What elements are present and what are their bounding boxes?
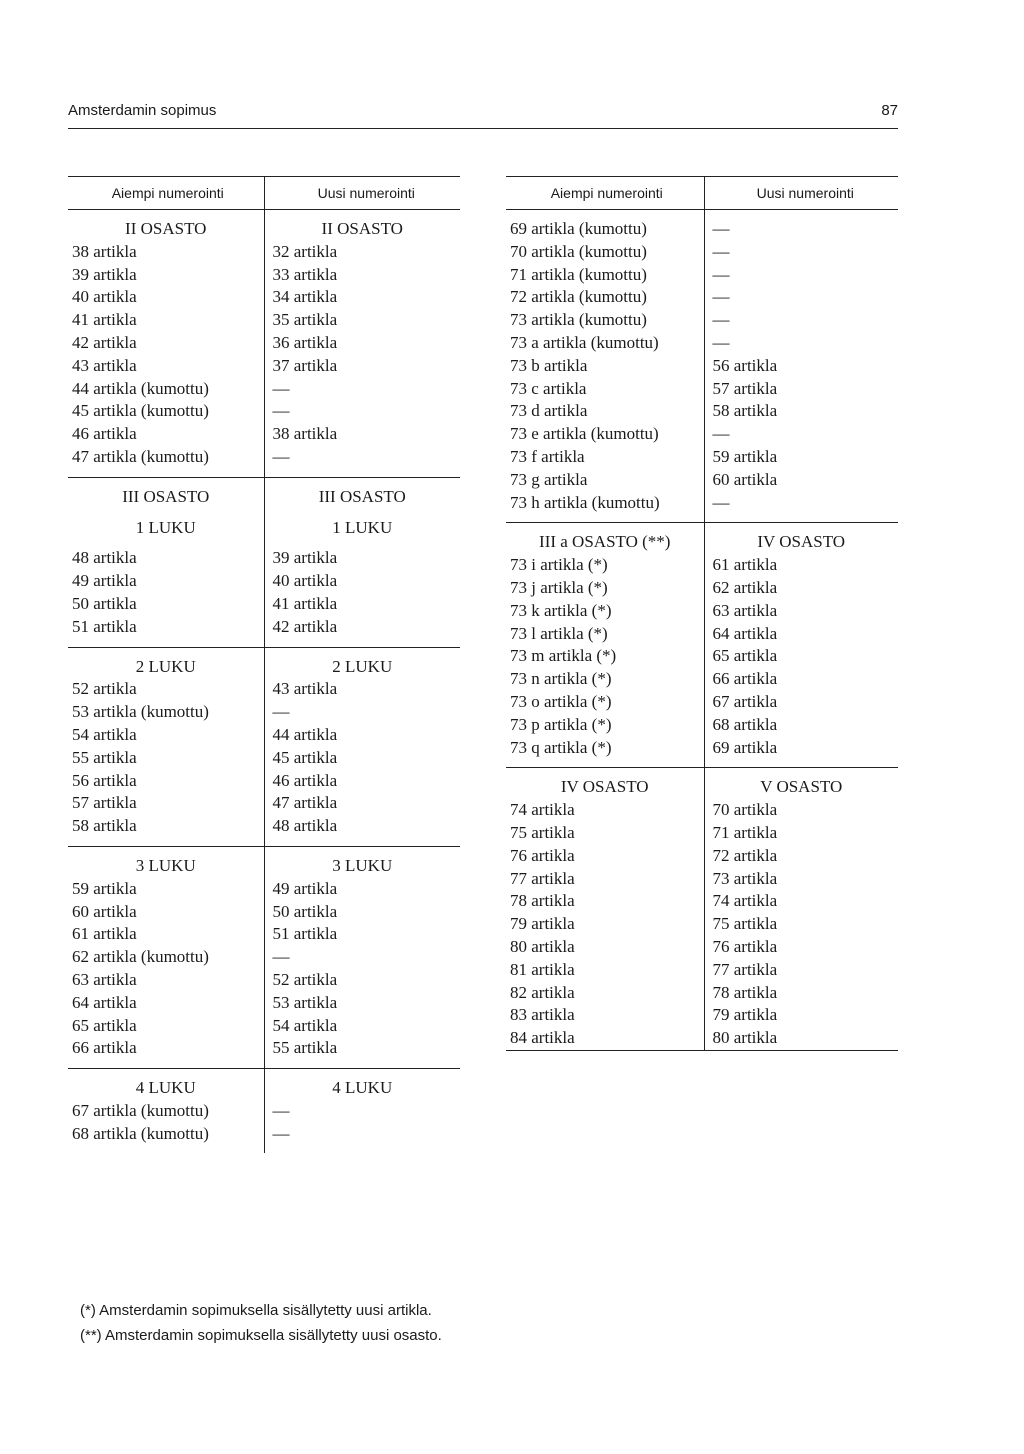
cell-new-number: 62 artikla [704,577,898,600]
table-row [506,913,898,936]
section-heading-row [68,517,460,540]
table-row [68,792,460,815]
footnote: (*) Amsterdamin sopimuksella sisällytetty uusi artikla. [80,1302,432,1319]
cell-old-number: 73 d artikla [510,401,588,421]
table-row [506,714,898,737]
cell-old-number: 77 artikla [510,868,575,888]
section-heading-row [68,1077,460,1100]
cell-old-number: 58 artikla [72,816,137,836]
table-row [68,923,460,946]
table-row [68,678,460,701]
page-header [68,102,898,126]
cell-new-number: 50 artikla [264,901,460,924]
cell-new-number: 59 artikla [704,446,898,469]
table-row [506,554,898,577]
table-row [68,901,460,924]
table-row [506,309,898,332]
cell-old-number: 55 artikla [72,747,137,767]
cell-old-number: 40 artikla [72,287,137,307]
table-row [506,1004,898,1027]
table-row [68,593,460,616]
cell-new-number: 34 artikla [264,286,460,309]
cell-new-number: 42 artikla [264,616,460,639]
cell-old-number: 78 artikla [510,891,575,911]
table-header-row [68,177,460,210]
cell-old-number: 81 artikla [510,959,575,979]
cell-new-number: 71 artikla [704,822,898,845]
table-row [506,822,898,845]
cell-new-number: 57 artikla [704,378,898,401]
column-header-old: Aiempi numerointi [506,177,704,210]
spacer-row [68,838,460,847]
cell-old-number: 66 artikla [72,1038,137,1058]
cell-new-number: — [264,446,460,469]
cell-old-number: 59 artikla [72,878,137,898]
cell-new-number: 74 artikla [704,890,898,913]
column-header-new: Uusi numerointi [704,177,898,210]
cell-new-number: 72 artikla [704,845,898,868]
spacer-row [68,1145,460,1153]
cell-new-number: 51 artikla [264,923,460,946]
section-heading-new: 3 LUKU [264,855,460,878]
cell-old-number: 56 artikla [72,770,137,790]
cell-old-number: 73 n artikla (*) [510,669,612,689]
cell-old-number: 63 artikla [72,969,137,989]
cell-new-number: 65 artikla [704,645,898,668]
table-row [506,286,898,309]
spacer-row [506,210,898,219]
cell-old-number: 76 artikla [510,845,575,865]
section-heading-new: 2 LUKU [264,656,460,679]
cell-old-number: 73 a artikla (kumottu) [510,332,659,352]
cell-old-number: 47 artikla (kumottu) [72,446,209,466]
cell-new-number: 45 artikla [264,747,460,770]
cell-new-number: 77 artikla [704,959,898,982]
table-header-row [506,177,898,210]
cell-old-number: 73 b artikla [510,355,588,375]
table-row [68,446,460,469]
table-row [506,982,898,1005]
cell-old-number: 44 artikla (kumottu) [72,378,209,398]
cell-new-number: 75 artikla [704,913,898,936]
cell-new-number: 38 artikla [264,423,460,446]
cell-old-number: 52 artikla [72,679,137,699]
section-heading-row [68,486,460,509]
cell-old-number: 41 artikla [72,310,137,330]
section-heading-old: III OSASTO [122,486,210,506]
cell-old-number: 84 artikla [506,1027,704,1050]
table-row [68,1100,460,1123]
cell-old-number: 73 j artikla (*) [510,577,608,597]
cell-new-number: — [264,1100,460,1123]
cell-new-number: 36 artikla [264,332,460,355]
cell-old-number: 73 k artikla (*) [510,600,612,620]
section-heading-old: III a OSASTO (**) [539,532,671,552]
section-heading-old: 3 LUKU [135,855,196,875]
cell-new-number: 39 artikla [264,547,460,570]
spacer-row [68,639,460,648]
section-heading-old: IV OSASTO [560,777,649,797]
table-row [506,423,898,446]
cell-old-number: 46 artikla [72,424,137,444]
table-row [506,264,898,287]
cell-new-number: 67 artikla [704,691,898,714]
cell-new-number: — [704,264,898,287]
cell-new-number: 78 artikla [704,982,898,1005]
table-row [68,378,460,401]
section-heading-new: III OSASTO [264,486,460,509]
column-header-old: Aiempi numerointi [68,177,264,210]
cell-old-number: 64 artikla [72,992,137,1012]
section-heading-row [506,531,898,554]
section-heading-row [68,218,460,241]
cell-old-number: 73 q artikla (*) [510,737,612,757]
cell-old-number: 53 artikla (kumottu) [72,702,209,722]
table-row [506,799,898,822]
cell-new-number: 33 artikla [264,264,460,287]
table-row [68,815,460,838]
table-row [506,577,898,600]
cell-old-number: 73 o artikla (*) [510,691,612,711]
cell-new-number: 79 artikla [704,1004,898,1027]
cell-new-number: — [704,492,898,515]
cell-new-number: 54 artikla [264,1015,460,1038]
cell-old-number: 50 artikla [72,593,137,613]
section-divider [68,477,460,486]
table-row [506,492,898,515]
spacer-row [68,539,460,547]
cell-old-number: 42 artikla [72,332,137,352]
cell-new-number: 48 artikla [264,815,460,838]
cell-new-number: 58 artikla [704,400,898,423]
spacer-row [68,1060,460,1069]
table-row [68,309,460,332]
page-number: 87 [881,102,898,119]
cell-old-number: 49 artikla [72,571,137,591]
table-row [68,355,460,378]
cell-new-number: — [264,400,460,423]
cell-new-number: — [704,423,898,446]
table-row [68,770,460,793]
cell-old-number: 69 artikla (kumottu) [510,219,647,238]
cell-new-number: 64 artikla [704,623,898,646]
cell-old-number: 65 artikla [72,1015,137,1035]
cell-old-number: 73 e artikla (kumottu) [510,424,659,444]
table-row [68,992,460,1015]
cell-old-number: 79 artikla [510,914,575,934]
running-title: Amsterdamin sopimus [68,102,217,119]
cell-new-number: — [264,946,460,969]
cell-new-number: 37 artikla [264,355,460,378]
table-row [506,668,898,691]
cell-old-number: 67 artikla (kumottu) [72,1100,209,1120]
cell-new-number: 56 artikla [704,355,898,378]
spacer-row [506,759,898,768]
table-row [68,241,460,264]
cell-old-number: 73 artikla (kumottu) [510,310,647,330]
section-heading-new: IV OSASTO [704,531,898,554]
footnote: (**) Amsterdamin sopimuksella sisällytetty uusi osasto. [80,1327,442,1344]
table-row [506,645,898,668]
cell-new-number: 32 artikla [264,241,460,264]
table-row [506,446,898,469]
cell-new-number: — [704,332,898,355]
cell-new-number: 69 artikla [704,737,898,760]
section-heading-new: II OSASTO [264,218,460,241]
table-row [68,1123,460,1146]
table-row [506,737,898,760]
cell-old-number: 73 m artikla (*) [510,646,617,666]
cell-old-number: 80 artikla [510,936,575,956]
cell-new-number: 68 artikla [704,714,898,737]
spacer-row [68,210,460,219]
table-row [506,355,898,378]
table-row [68,701,460,724]
section-divider [506,523,898,532]
cell-old-number: 45 artikla (kumottu) [72,401,209,421]
cell-old-number: 82 artikla [510,982,575,1002]
cell-new-number: 46 artikla [264,770,460,793]
table-row [68,946,460,969]
table-row [506,332,898,355]
cell-old-number: 57 artikla [72,793,137,813]
table-row [506,845,898,868]
cell-old-number: 54 artikla [72,724,137,744]
cell-old-number: 39 artikla [72,264,137,284]
cell-new-number: 52 artikla [264,969,460,992]
cell-old-number: 70 artikla (kumottu) [510,241,647,261]
cell-old-number: 75 artikla [510,822,575,842]
table-row [506,600,898,623]
cell-new-number: 44 artikla [264,724,460,747]
cell-new-number: 49 artikla [264,878,460,901]
cell-old-number: 73 i artikla (*) [510,555,608,575]
section-heading-row [68,656,460,679]
section-heading-new: 1 LUKU [264,517,460,540]
cell-new-number: — [264,701,460,724]
table-row [506,691,898,714]
table-row [506,469,898,492]
cell-old-number: 68 artikla (kumottu) [72,1123,209,1143]
right-correlation-table [506,176,898,1051]
section-heading-old: 4 LUKU [135,1078,196,1098]
section-heading-old: 2 LUKU [135,656,196,676]
cell-old-number: 72 artikla (kumottu) [510,287,647,307]
cell-new-number: 76 artikla [704,936,898,959]
table-row [68,286,460,309]
table-row [68,1015,460,1038]
table-row [506,241,898,264]
cell-old-number: 61 artikla [72,924,137,944]
cell-new-number: 63 artikla [704,600,898,623]
cell-new-number: 55 artikla [264,1037,460,1060]
table-row [506,959,898,982]
table-row [68,423,460,446]
table-row [506,1027,898,1050]
cell-old-number: 51 artikla [72,616,137,636]
table-row [506,936,898,959]
cell-old-number: 73 l artikla (*) [510,623,608,643]
cell-old-number: 71 artikla (kumottu) [510,264,647,284]
cell-old-number: 43 artikla [72,355,137,375]
table-row [68,547,460,570]
section-heading-new: V OSASTO [704,776,898,799]
cell-new-number: 41 artikla [264,593,460,616]
cell-new-number: 61 artikla [704,554,898,577]
cell-old-number: 60 artikla [72,901,137,921]
section-heading-row [68,855,460,878]
table-row [68,264,460,287]
cell-old-number: 73 f artikla [510,446,585,466]
cell-old-number: 73 g artikla [510,469,588,489]
cell-new-number: 35 artikla [264,309,460,332]
cell-new-number: 60 artikla [704,469,898,492]
cell-old-number: 74 artikla [510,800,575,820]
spacer-row [68,509,460,517]
section-divider [506,768,898,777]
cell-new-number: 70 artikla [704,799,898,822]
table-row [68,400,460,423]
cell-old-number: 62 artikla (kumottu) [72,947,209,967]
cell-new-number: 43 artikla [264,678,460,701]
column-header-new: Uusi numerointi [264,177,460,210]
cell-new-number: — [704,241,898,264]
cell-old-number: 83 artikla [510,1005,575,1025]
table-row [506,890,898,913]
cell-new-number: 66 artikla [704,668,898,691]
table-row [68,1037,460,1060]
section-heading-old: II OSASTO [125,219,207,238]
footnotes [80,1298,442,1348]
table-row [506,378,898,401]
table-row [68,747,460,770]
cell-old-number: 48 artikla [72,548,137,568]
table-row [68,724,460,747]
cell-new-number: — [704,286,898,309]
cell-old-number: 38 artikla [72,241,137,261]
section-heading-old: 1 LUKU [135,517,196,537]
cell-new-number: 53 artikla [264,992,460,1015]
section-heading-row [506,776,898,799]
cell-new-number: 73 artikla [704,868,898,891]
table-row [68,616,460,639]
table-row [506,218,898,241]
table-row [68,969,460,992]
table-row [68,878,460,901]
spacer-row [68,469,460,478]
cell-new-number: — [704,218,898,241]
left-correlation-table [68,176,460,1153]
section-divider [68,647,460,656]
table-row [68,332,460,355]
cell-old-number: 73 p artikla (*) [510,714,612,734]
section-divider [68,1069,460,1078]
section-heading-new: 4 LUKU [264,1077,460,1100]
table-row [506,400,898,423]
cell-new-number: — [704,309,898,332]
cell-new-number: — [264,1123,460,1146]
cell-new-number: 47 artikla [264,792,460,815]
table-row [506,868,898,891]
cell-old-number: 73 c artikla [510,378,587,398]
cell-new-number: 80 artikla [704,1027,898,1050]
cell-new-number: 40 artikla [264,570,460,593]
section-divider [68,846,460,855]
spacer-row [506,514,898,523]
cell-new-number: — [264,378,460,401]
table-row [68,570,460,593]
header-rule [68,128,898,129]
table-row [506,623,898,646]
cell-old-number: 73 h artikla (kumottu) [510,492,660,512]
